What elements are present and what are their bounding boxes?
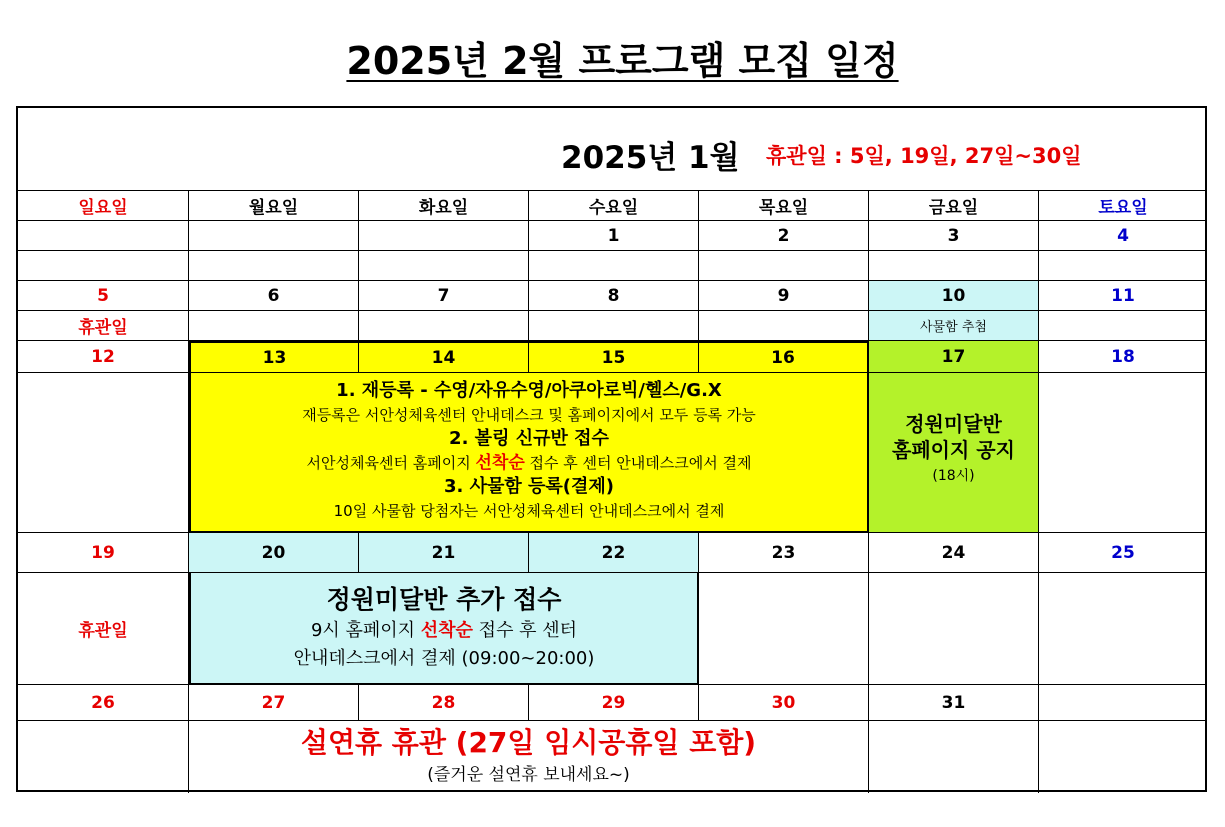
date-cell: 3: [869, 221, 1039, 251]
extra-registration-line-1: 9시 홈페이지 선착순 접수 후 센터: [310, 620, 578, 641]
under-enrollment-title-2: 홈페이지 공지: [892, 438, 1015, 462]
note-cell: [869, 721, 1039, 793]
date-cell: 22: [529, 533, 699, 573]
closed-days-note: 휴관일 : 5일, 19일, 27일~30일: [766, 144, 1082, 168]
notice-item-3-title: 3. 사물함 등록(결제): [443, 476, 615, 497]
closed-day-label: 휴관일: [18, 573, 189, 685]
date-cell: 5: [18, 281, 189, 311]
date-cell: 15: [529, 341, 699, 373]
date-cell: 28: [359, 685, 529, 721]
date-cell: [359, 221, 529, 251]
date-cell: 13: [189, 341, 359, 373]
note-cell: [699, 251, 869, 281]
date-cell: 8: [529, 281, 699, 311]
date-cell: 1: [529, 221, 699, 251]
weekday-wed: 수요일: [529, 191, 699, 221]
weekday-fri: 금요일: [869, 191, 1039, 221]
date-cell: 23: [699, 533, 869, 573]
date-cell: 2: [699, 221, 869, 251]
date-cell: [18, 221, 189, 251]
note-cell: [18, 251, 189, 281]
date-cell: [1039, 685, 1207, 721]
date-cell: 17: [869, 341, 1039, 373]
date-cell: 10: [869, 281, 1039, 311]
page-title: 2025년 2월 프로그램 모집 일정: [346, 39, 899, 83]
weekday-sat: 토요일: [1039, 191, 1207, 221]
note-cell: [1039, 573, 1207, 685]
date-cell: 21: [359, 533, 529, 573]
weekday-tue: 화요일: [359, 191, 529, 221]
extra-registration-line-2: 안내데스크에서 결제 (09:00~20:00): [293, 648, 595, 669]
date-cell: 25: [1039, 533, 1207, 573]
under-enrollment-time: (18시): [932, 468, 975, 484]
note-cell: [1039, 311, 1207, 341]
note-cell: [359, 311, 529, 341]
first-come-highlight: 선착순: [420, 620, 473, 641]
holiday-subtitle: (즐거운 설연휴 보내세요~): [427, 765, 630, 785]
calendar-header: [18, 108, 1207, 191]
registration-notice: [189, 373, 869, 533]
weekday-mon: 월요일: [189, 191, 359, 221]
date-cell: 26: [18, 685, 189, 721]
notice-item-1-desc: 재등록은 서안성체육센터 안내데스크 및 홈페이지에서 모두 등록 가능: [302, 406, 756, 424]
under-enrollment-notice: [869, 373, 1039, 533]
note-cell: [1039, 373, 1207, 533]
note-cell: [18, 373, 189, 533]
weekday-thu: 목요일: [699, 191, 869, 221]
note-cell: [869, 573, 1039, 685]
date-cell: 31: [869, 685, 1039, 721]
note-cell: [359, 251, 529, 281]
calendar-table: [16, 106, 1207, 792]
note-cell: [189, 251, 359, 281]
note-cell: [869, 251, 1039, 281]
under-enrollment-title-1: 정원미달반: [905, 412, 1002, 436]
note-cell: [529, 311, 699, 341]
date-cell: 16: [699, 341, 869, 373]
date-cell: 7: [359, 281, 529, 311]
closed-day-label: 휴관일: [18, 311, 189, 341]
date-cell: 24: [869, 533, 1039, 573]
note-cell: [699, 573, 869, 685]
note-cell: [529, 251, 699, 281]
notice-item-1-title: 1. 재등록 - 수영/자유수영/아쿠아로빅/헬스/G.X: [336, 380, 722, 401]
note-cell: [1039, 721, 1207, 793]
first-come-highlight: 선착순: [475, 453, 525, 473]
holiday-notice: [189, 721, 869, 793]
note-cell: [189, 311, 359, 341]
date-cell: 30: [699, 685, 869, 721]
date-cell: 18: [1039, 341, 1207, 373]
extra-registration-notice: [189, 573, 699, 685]
month-label: 2025년 1월: [561, 140, 740, 176]
weekday-sun: 일요일: [18, 191, 189, 221]
date-cell: 6: [189, 281, 359, 311]
note-cell: [1039, 251, 1207, 281]
date-cell: 9: [699, 281, 869, 311]
date-cell: 4: [1039, 221, 1207, 251]
notice-item-3-desc: 10일 사물함 당첨자는 서안성체육센터 안내데스크에서 결제: [333, 502, 725, 520]
date-cell: 12: [18, 341, 189, 373]
date-cell: 14: [359, 341, 529, 373]
notice-item-2-title: 2. 볼링 신규반 접수: [449, 428, 609, 449]
note-cell: [18, 721, 189, 793]
locker-draw-note: 사물함 추첨: [869, 311, 1039, 341]
date-cell: 29: [529, 685, 699, 721]
date-cell: 11: [1039, 281, 1207, 311]
date-cell: 27: [189, 685, 359, 721]
date-cell: 19: [18, 533, 189, 573]
extra-registration-title: 정원미달반 추가 접수: [326, 585, 562, 614]
holiday-title: 설연휴 휴관 (27일 임시공휴일 포함): [300, 726, 757, 759]
date-cell: 20: [189, 533, 359, 573]
notice-item-2-desc: 서안성체육센터 홈페이지 선착순 접수 후 센터 안내데스크에서 결제: [306, 453, 752, 473]
date-cell: [189, 221, 359, 251]
note-cell: [699, 311, 869, 341]
